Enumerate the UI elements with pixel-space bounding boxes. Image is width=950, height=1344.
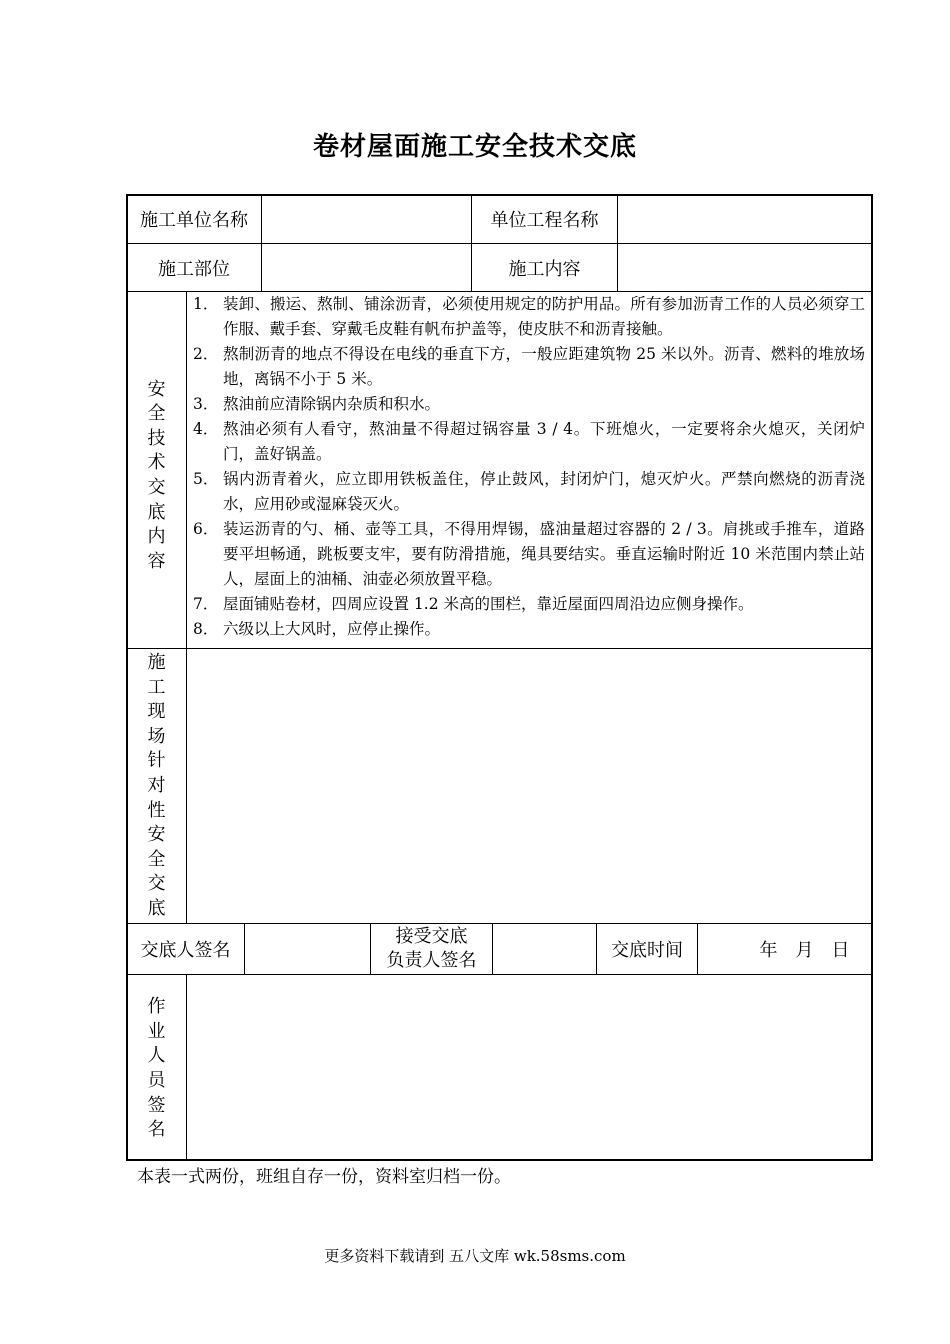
item-text: 六级以上大风时，应停止操作。 — [223, 620, 441, 638]
discloser-signature-label: 交底人签名 — [140, 940, 231, 961]
construction-part-field[interactable] — [262, 244, 471, 291]
receiver-signature-label — [371, 924, 492, 974]
worker-label-char: 签 — [147, 1094, 166, 1116]
worker-label-char: 作 — [147, 996, 166, 1018]
table-border-right — [871, 194, 873, 1161]
list-item — [193, 517, 865, 592]
safety-label-char: 交 — [147, 477, 166, 498]
construction-content-label: 施工内容 — [508, 258, 581, 280]
list-item — [193, 342, 865, 392]
item-number: 7． — [193, 595, 219, 613]
date-month: 月 — [795, 940, 814, 961]
project-name-field[interactable] — [618, 195, 871, 243]
item-text: 装卸、搬运、熬制、铺涂沥青，必须使用规定的防护用品。所有参加沥青工作的人员必须穿工作服、戴手套、穿戴毛皮鞋有帆布护盖等，使皮肤不和沥青接触。 — [223, 295, 865, 338]
list-item — [193, 617, 865, 642]
construction-content-field[interactable] — [618, 244, 871, 291]
safety-label-char: 术 — [147, 452, 166, 474]
worker-signature-field[interactable] — [187, 975, 871, 1159]
date-year: 年 — [759, 940, 778, 961]
site-label-char: 性 — [147, 799, 166, 821]
item-number: 4． — [193, 420, 219, 438]
item-number: 5． — [193, 470, 219, 488]
construction-part-label: 施工部位 — [158, 258, 230, 280]
date-day: 日 — [831, 940, 850, 961]
disclosure-date-field[interactable] — [698, 924, 871, 974]
safety-label-char: 容 — [147, 550, 166, 572]
item-number: 6． — [193, 520, 219, 538]
safety-items-list — [193, 292, 865, 642]
item-text: 装运沥青的勺、桶、壶等工具，不得用焊锡，盛油量超过容器的 2 / 3。肩挑或手推车，道路要平坦畅通，跳板要支牢，要有防滑措施，绳具要结实。垂直运输时附近 10 米范围内禁止站人，屋面上的油桶、油壶必须放置平稳。 — [223, 520, 865, 588]
item-number: 8． — [193, 620, 219, 638]
receiver-signature-field[interactable] — [493, 924, 596, 974]
safety-label-char: 底 — [147, 501, 166, 523]
safety-label-char: 全 — [147, 403, 166, 425]
item-number: 3． — [193, 395, 219, 413]
list-item — [193, 417, 865, 467]
item-text: 熬油前应清除锅内杂质和积水。 — [223, 395, 441, 413]
safety-label-char: 技 — [147, 427, 166, 449]
list-item — [193, 392, 865, 417]
item-text: 屋面铺贴卷材，四周应设置 1.2 米高的围栏，靠近屋面四周沿边应侧身操作。 — [223, 595, 754, 613]
discloser-signature-field[interactable] — [245, 924, 370, 974]
site-label-char: 针 — [147, 750, 166, 772]
site-label-char: 底 — [147, 897, 166, 919]
unit-name-label: 施工单位名称 — [140, 210, 248, 231]
unit-name-field[interactable] — [262, 195, 471, 243]
site-label-char: 场 — [147, 725, 166, 747]
site-label-char: 安 — [147, 824, 166, 846]
footer-text: 更多资料下载请到 五八文库 wk.58sms.com — [324, 1247, 626, 1265]
item-text: 锅内沥青着火，应立即用铁板盖住，停止鼓风，封闭炉门，熄灭炉火。严禁向燃烧的沥青浇水，应用砂或湿麻袋灭火。 — [223, 470, 865, 513]
list-item — [193, 467, 865, 517]
safety-label-char: 内 — [147, 526, 166, 548]
worker-label-char: 名 — [147, 1119, 166, 1141]
table-border-bottom — [126, 1159, 873, 1161]
item-number: 2． — [193, 345, 219, 363]
worker-label-char: 员 — [147, 1070, 166, 1091]
item-text: 熬油必须有人看守，熬油量不得超过锅容量 3 / 4。下班熄火，一定要将余火熄灭，关闭炉门，盖好锅盖。 — [223, 420, 865, 463]
document-title: 卷材屋面施工安全技术交底 — [312, 132, 637, 162]
safety-content-label — [127, 292, 186, 648]
worker-signature-label — [127, 975, 186, 1159]
item-text: 熬制沥青的地点不得设在电线的垂直下方，一般应距建筑物 25 米以外。沥青、燃料的堆放场地，离锅不小于 5 米。 — [223, 345, 865, 388]
footnote: 本表一式两份，班组自存一份，资料室归档一份。 — [137, 1167, 511, 1187]
receiver-label-line2: 负责人签名 — [386, 950, 477, 971]
list-item — [193, 292, 865, 342]
site-specific-field[interactable] — [187, 649, 871, 923]
site-label-char: 现 — [147, 701, 166, 723]
site-label-char: 全 — [147, 848, 166, 870]
item-number: 1． — [193, 295, 219, 313]
safety-label-char: 安 — [147, 378, 166, 400]
worker-label-char: 人 — [147, 1045, 166, 1067]
receiver-label-line1: 接受交底 — [395, 926, 468, 947]
site-label-char: 施 — [147, 652, 166, 673]
site-label-char: 交 — [147, 873, 166, 895]
project-name-label: 单位工程名称 — [490, 210, 599, 231]
worker-label-char: 业 — [147, 1020, 166, 1042]
list-item — [193, 592, 865, 617]
site-label-char: 工 — [147, 676, 166, 698]
disclosure-date-label: 交底时间 — [611, 940, 683, 961]
site-specific-label — [127, 649, 186, 923]
site-label-char: 对 — [147, 774, 166, 796]
